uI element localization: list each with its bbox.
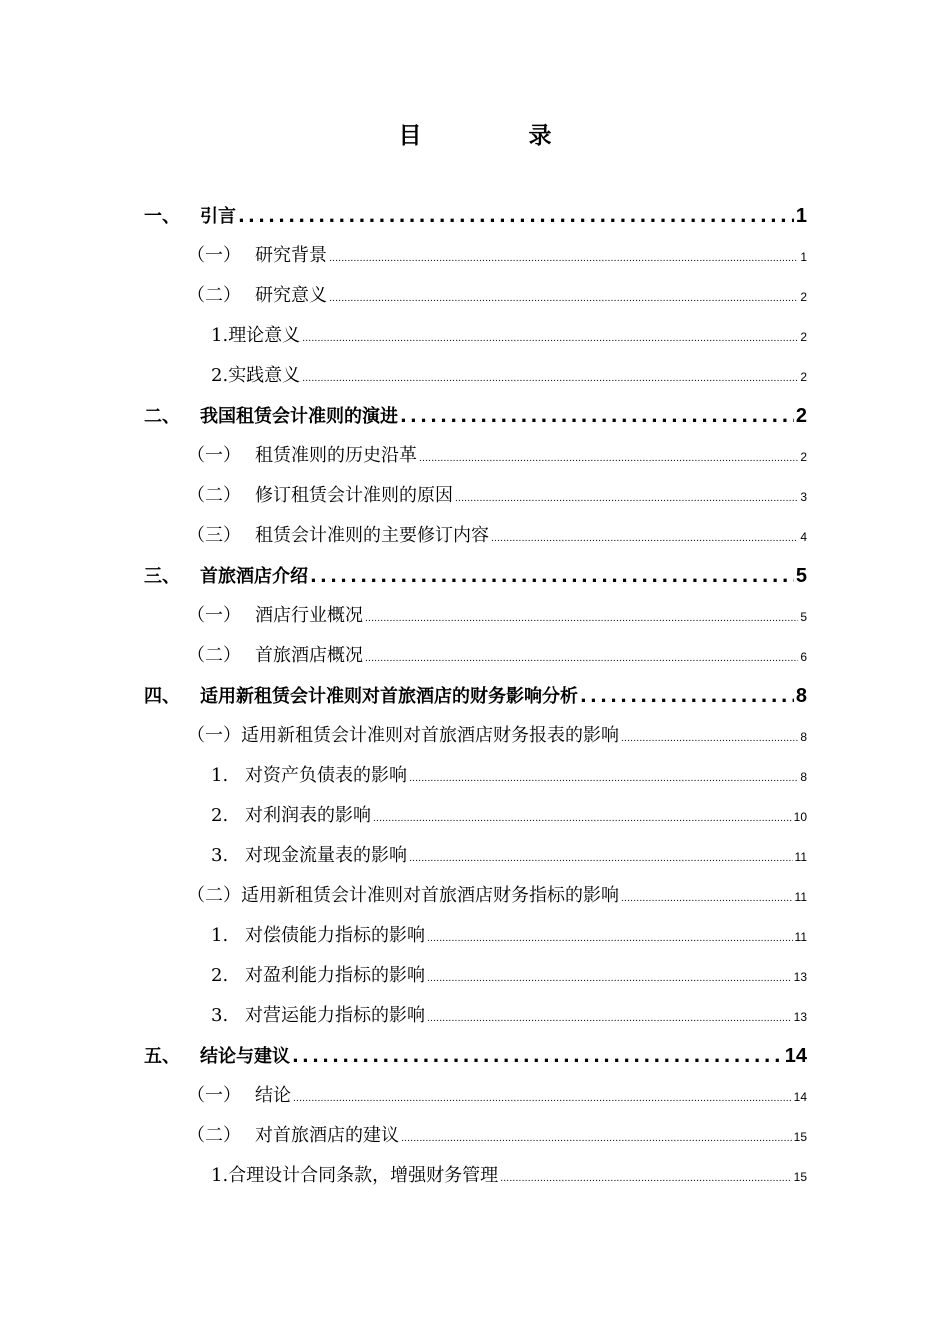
toc-label: 对营运能力指标的影响	[245, 1005, 425, 1026]
toc-number: 2.	[211, 965, 229, 986]
toc-page-number: 2	[800, 370, 807, 384]
toc-page-number: 3	[800, 490, 807, 504]
toc-entry-subsection[interactable]	[211, 803, 807, 832]
toc-label: 适用新租赁会计准则对首旅酒店财务报表的影响	[241, 725, 619, 746]
toc-label: 酒店行业概况	[255, 605, 363, 626]
toc-entry-section[interactable]	[187, 723, 807, 752]
toc-label: 首旅酒店介绍	[200, 566, 308, 587]
toc-page-number: 2	[795, 405, 807, 427]
toc-page-number: 2	[800, 330, 807, 344]
toc-label: 对偿债能力指标的影响	[245, 925, 425, 946]
dot-leader	[302, 326, 798, 352]
toc-number: （一）	[187, 1085, 241, 1106]
toc-label: 对现金流量表的影响	[245, 845, 407, 866]
toc-label: 研究背景	[255, 245, 327, 266]
toc-page-number: 13	[793, 1010, 807, 1024]
toc-page-number: 15	[793, 1170, 807, 1184]
dot-leader	[373, 806, 792, 832]
dot-leader	[238, 204, 794, 230]
toc-entry-section[interactable]	[187, 883, 807, 912]
toc-number: 三、	[144, 566, 180, 587]
toc-entry-section[interactable]	[187, 1083, 807, 1112]
toc-entry-section[interactable]	[187, 603, 807, 632]
toc-page-number: 2	[800, 450, 807, 464]
toc-number: （一）	[187, 725, 241, 746]
toc-label: 引言	[200, 206, 236, 227]
toc-label: 我国租赁会计准则的演进	[200, 406, 398, 427]
toc-label: 结论与建议	[200, 1046, 290, 1067]
toc-entry-section[interactable]	[187, 1123, 807, 1152]
toc-number: 四、	[144, 686, 180, 707]
toc-page-number: 11	[794, 930, 807, 944]
toc-page-number: 8	[800, 770, 807, 784]
toc-entry-subsection[interactable]	[211, 963, 807, 992]
toc-entry-subsection[interactable]	[211, 323, 807, 352]
toc-page-number: 11	[794, 850, 807, 864]
toc-page-number: 1	[800, 250, 807, 264]
dot-leader	[580, 684, 794, 710]
toc-label: 首旅酒店概况	[255, 645, 363, 666]
toc-label: 实践意义	[228, 365, 301, 386]
toc-page-number: 11	[794, 890, 807, 904]
dot-leader	[621, 886, 793, 912]
toc-number: （二）	[187, 485, 241, 506]
toc-number: 1.	[211, 765, 229, 786]
toc-page-number: 10	[793, 810, 807, 824]
toc-number: 1.	[211, 1165, 229, 1186]
toc-label: 对利润表的影响	[245, 805, 371, 826]
toc-page-number: 8	[795, 685, 807, 707]
dot-leader	[329, 246, 798, 272]
toc-entry-section[interactable]	[187, 283, 807, 312]
toc-number: 五、	[144, 1046, 180, 1067]
dot-leader	[302, 366, 798, 392]
dot-leader	[491, 526, 798, 552]
toc-number: 3.	[211, 1005, 229, 1026]
toc-entry-subsection[interactable]	[211, 843, 807, 872]
dot-leader	[427, 966, 792, 992]
toc-page-number: 6	[800, 650, 807, 664]
dot-leader	[329, 286, 798, 312]
toc-number: 2.	[211, 805, 229, 826]
toc-number: （三）	[187, 525, 241, 546]
toc-entry-chapter-4[interactable]	[144, 683, 807, 710]
dot-leader	[419, 446, 798, 472]
toc-page-number: 2	[800, 290, 807, 304]
toc-page-number: 14	[793, 1090, 807, 1104]
toc-number: （一）	[187, 445, 241, 466]
toc-entry-section[interactable]	[187, 643, 807, 672]
toc-entry-subsection[interactable]	[211, 763, 807, 792]
toc-page-number: 5	[800, 610, 807, 624]
toc-entry-subsection[interactable]	[211, 923, 807, 952]
toc-entry-subsection[interactable]	[211, 1003, 807, 1032]
toc-label: 适用新租赁会计准则对首旅酒店的财务影响分析	[200, 686, 578, 707]
dot-leader	[310, 564, 794, 590]
toc-label: 租赁准则的历史沿革	[255, 445, 417, 466]
toc-page-number: 5	[795, 565, 807, 587]
dot-leader	[401, 1126, 792, 1152]
toc-number: （二）	[187, 285, 241, 306]
toc-label: 对首旅酒店的建议	[255, 1125, 399, 1146]
dot-leader	[455, 486, 798, 512]
toc-entry-section[interactable]	[187, 243, 807, 272]
toc-label: 理论意义	[228, 325, 301, 346]
dot-leader	[400, 404, 794, 430]
dot-leader	[427, 1006, 792, 1032]
toc-label: 合理设计合同条款，增强财务管理	[228, 1165, 499, 1186]
toc-label: 适用新租赁会计准则对首旅酒店财务指标的影响	[241, 885, 619, 906]
toc-page-number: 13	[793, 970, 807, 984]
toc-number: （二）	[187, 1125, 241, 1146]
toc-label: 对盈利能力指标的影响	[245, 965, 425, 986]
toc-entry-chapter-2[interactable]	[144, 403, 807, 430]
toc-page-number: 1	[795, 205, 807, 227]
dot-leader	[293, 1086, 792, 1112]
toc-entry-chapter-1[interactable]	[144, 203, 807, 230]
dot-leader	[365, 606, 798, 632]
toc-number: 一、	[144, 206, 180, 227]
dot-leader	[409, 766, 798, 792]
toc-number: （二）	[187, 885, 241, 906]
toc-number: （一）	[187, 245, 241, 266]
toc-number: 二、	[144, 406, 180, 427]
toc-page-number: 14	[784, 1045, 807, 1067]
toc-entry-chapter-3[interactable]	[144, 563, 807, 590]
toc-page-number: 4	[800, 530, 807, 544]
toc-number: 1.	[211, 925, 229, 946]
toc-number: （二）	[187, 645, 241, 666]
dot-leader	[292, 1044, 783, 1070]
toc-number: 1.	[211, 325, 229, 346]
toc-entry-subsection[interactable]	[211, 363, 807, 392]
toc-page-number: 8	[800, 730, 807, 744]
toc-page-number: 15	[793, 1130, 807, 1144]
dot-leader	[621, 726, 798, 752]
toc-entry-section[interactable]	[187, 523, 807, 552]
toc-entry-section[interactable]	[187, 443, 807, 472]
page-title: 目 录	[398, 123, 594, 149]
toc-label: 修订租赁会计准则的原因	[255, 485, 453, 506]
toc-label: 对资产负债表的影响	[245, 765, 407, 786]
dot-leader	[427, 926, 793, 952]
toc-label: 结论	[255, 1085, 291, 1106]
toc-number: 3.	[211, 845, 229, 866]
toc-entry-section[interactable]	[187, 483, 807, 512]
toc-entry-chapter-5[interactable]	[144, 1043, 807, 1070]
dot-leader	[500, 1166, 791, 1192]
toc-label: 研究意义	[255, 285, 327, 306]
dot-leader	[409, 846, 793, 872]
dot-leader	[365, 646, 798, 672]
toc-entry-subsection[interactable]	[211, 1163, 807, 1192]
toc-label: 租赁会计准则的主要修订内容	[255, 525, 489, 546]
toc-number: 2.	[211, 365, 229, 386]
toc-number: （一）	[187, 605, 241, 626]
